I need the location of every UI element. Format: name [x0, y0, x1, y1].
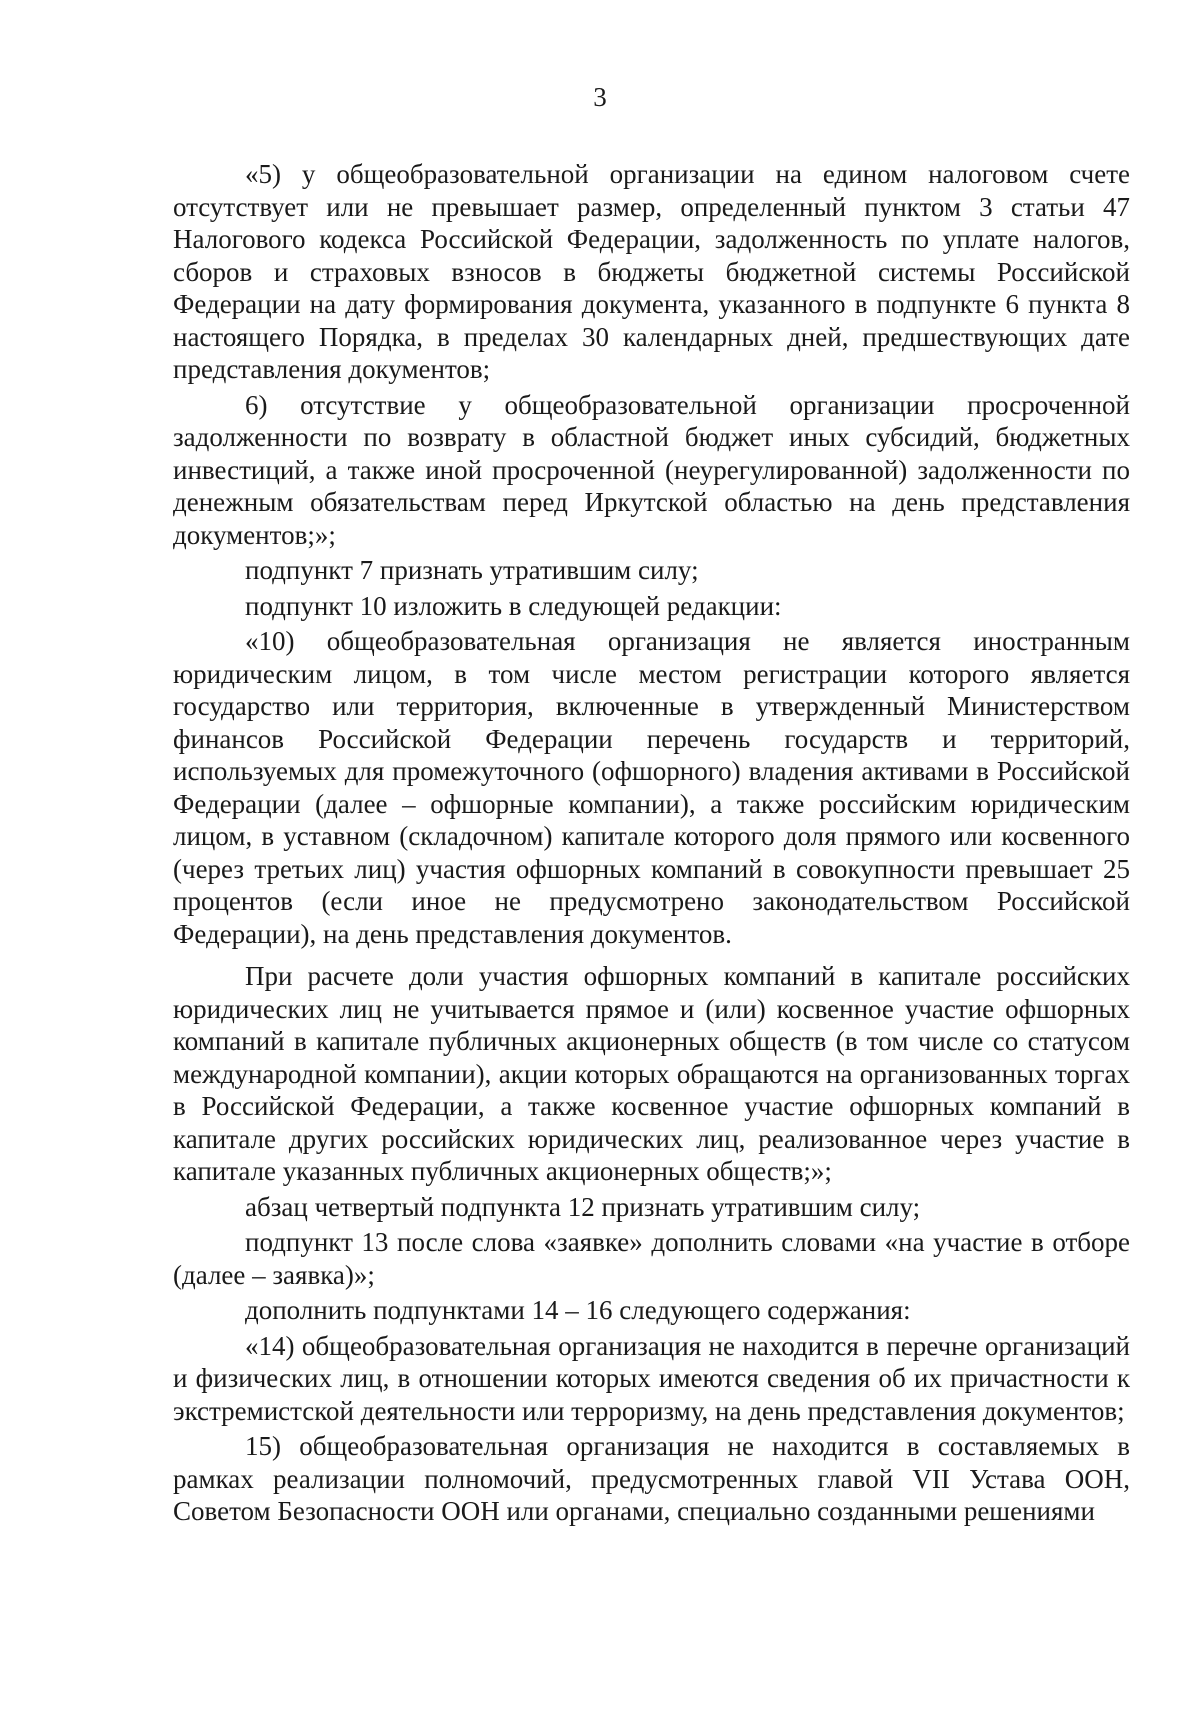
page-number: 3 [593, 82, 607, 112]
paragraph-subitem-15: 15) общеобразовательная организация не находится в составляемых в рамках реализации полномочий, предусмотренных главой VII Устава ООН, Советом Безопасности ООН или органами, специально созданными решениями [173, 1431, 1130, 1526]
paragraph-subitem-14: «14) общеобразовательная организация не находится в перечне организаций и физических лиц, в отношении которых имеются сведения об их причастности к экстремистской деятельности или терроризму, на день представления документов; [173, 1330, 1130, 1426]
paragraph-subitem-12-repeal: абзац четвертый подпункта 12 признать утратившим силу; [245, 1191, 921, 1222]
document-body [173, 158, 1130, 1528]
paragraph-subitem-13: подпункт 13 после слова «заявке» дополнить словами «на участие в отборе (далее – заявка)»; [173, 1227, 1130, 1290]
paragraph-subitem-10: «10) общеобразовательная организация не является иностранным юридическим лицом, в том числе местом регистрации которого является государство или территория, включенные в утвержденный Министерством финансов Российской Федерации перечень государств и территорий, используемых для промежуточного (офшорного) владения активами в Российской Федерации (далее – офшорные компании), а также российским юридическим лицом, в уставном (складочном) капитале которого доля прямого или косвенного (через третьих лиц) участия офшорных компаний в совокупности превышает 25 процентов (если иное не предусмотрено законодательством Российской Федерации), на день представления документов. [173, 626, 1130, 949]
paragraph-add-subitems-intro: дополнить подпунктами 14 – 16 следующего содержания: [245, 1295, 911, 1325]
paragraph-subitem-10-intro: подпункт 10 изложить в следующей редакции: [245, 590, 782, 621]
paragraph-offshore-calculation: При расчете доли участия офшорных компаний в капитале российских юридических лиц не учитывается прямое и (или) косвенное участие офшорных компаний в капитале публичных акционерных обществ (в том числе со статусом международной компании), акции которых обращаются на организованных торгах в Российской Федерации, а также косвенное участие офшорных компаний в капитале других российских юридических лиц, реализованное через участие в капитале указанных публичных акционерных обществ;»; [173, 961, 1130, 1186]
paragraph-subitem-5: «5) у общеобразовательной организации на едином налоговом счете отсутствует или не превышает размер, определенный пунктом 3 статьи 47 Налогового кодекса Российской Федерации, задолженность по уплате налогов, сборов и страховых взносов в бюджеты бюджетной системы Российской Федерации на дату формирования документа, указанного в подпункте 6 пункта 8 настоящего Порядка, в пределах 30 календарных дней, предшествующих дате представления документов; [173, 159, 1130, 384]
paragraph-subitem-6: 6) отсутствие у общеобразовательной организации просроченной задолженности по возврату в областной бюджет иных субсидий, бюджетных инвестиций, а также иной просроченной (неурегулированной) задолженности по денежным обязательствам перед Иркутской областью на день представления документов;»; [173, 389, 1130, 550]
paragraph-subitem-7-repeal: подпункт 7 признать утратившим силу; [245, 555, 699, 585]
